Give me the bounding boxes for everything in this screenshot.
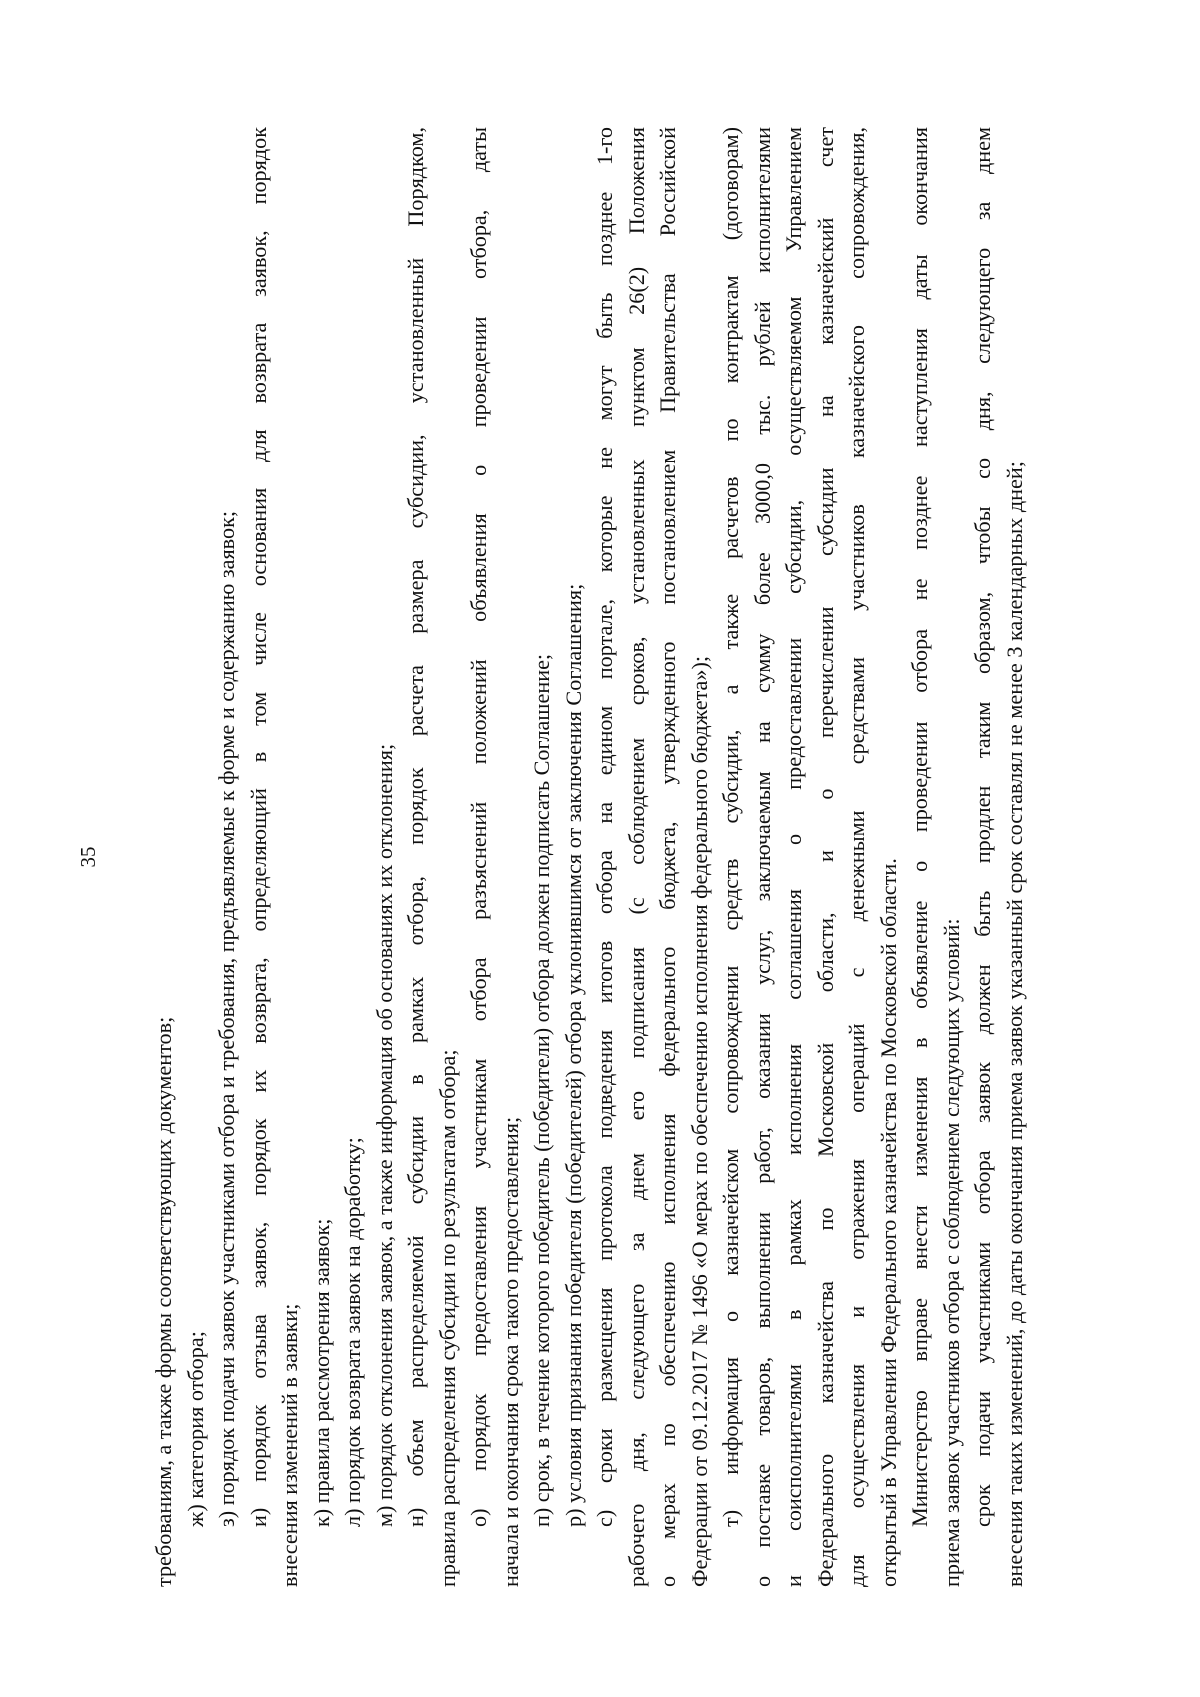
text-line: Федерального казначейства по Московской области, и о перечислении субсидии на казначейский счет [812,127,838,1587]
text-line: о) порядок предоставления участникам отбора разъяснений положений объявления о проведении отбора, даты [466,127,491,1527]
text-line: и) порядок отзыва заявок, порядок их возврата, определяющий в том числе основания для возврата заявок, порядок [245,127,271,1527]
text-line: о поставке товаров, выполнении работ, оказании услуг, заключаемым на сумму более 3000,0 тыс. рублей исполнителями [749,127,775,1587]
text-line: Министерство вправе внести изменения в объявление о проведении отбора не позднее наступления даты окончания [907,127,932,1527]
text-line: рабочего дня, следующего за днем его подписания (с соблюдением сроков, установленных пунктом 26(2) Положения [623,127,649,1587]
text-line: с) сроки размещения протокола подведения итогов отбора на едином портале, которые не могут быть позднее 1-го [592,127,617,1527]
page-number: 35 [76,846,100,868]
text-line: т) информация о казначейском сопровождении средств субсидии, а также расчетов по контрактам (договорам) [718,127,743,1527]
text-line: з) порядок подачи заявок участниками отбора и требования, предъявляемые к форме и содержанию заявок; [214,510,239,1527]
text-line: п) срок, в течение которого победитель (победители) отбора должен подписать Соглашение; [529,653,554,1527]
text-line: правила распределения субсидии по результатам отбора; [434,1049,460,1587]
text-line: Федерации от 09.12.2017 № 1496 «О мерах по обеспечению исполнения федерального бюджета»); [686,655,712,1587]
text-line: для осуществления и отражения операций с денежными средствами участников казначейского сопровождения, [844,127,869,1587]
text-line: р) условия признания победителя (победителей) отбора уклонившимся от заключения Соглашения; [560,583,586,1527]
text-line: ж) категория отбора; [182,1331,208,1527]
text-line: открытый в Управлении Федерального казначейства по Московской области. [875,858,901,1587]
text-line: внесения таких изменений, до даты окончания приема заявок указанный срок составлял не менее 3 календарных дней; [1001,461,1027,1587]
text-line: л) порядок возврата заявок на доработку; [340,1137,365,1527]
text-line: н) объем распределяемой субсидии в рамках отбора, порядок расчета размера субсидии, установленный Порядком, [403,127,428,1527]
text-line: и соисполнителями в рамках исполнения соглашения о предоставлении субсидии, осуществляемом Управлением [781,127,806,1587]
text-line: начала и окончания срока такого предоставления; [497,1116,523,1587]
text-line: о мерах по обеспечению исполнения федерального бюджета, утвержденного постановлением Правительства Российской [655,127,680,1587]
text-line: м) порядок отклонения заявок, а также информация об основаниях их отклонения; [371,743,397,1527]
rotated-document-page [76,127,1028,1587]
text-line: к) правила рассмотрения заявок; [308,1218,334,1527]
text-line: приема заявок участников отбора с соблюдением следующих условий: [938,918,964,1587]
text-line: внесения изменений в заявки; [277,1303,302,1587]
text-line: требованиям, а также формы соответствующих документов; [151,1016,176,1587]
text-line: срок подачи участниками отбора заявок должен быть продлен таким образом, чтобы со дня, следующего за днем [970,127,995,1527]
